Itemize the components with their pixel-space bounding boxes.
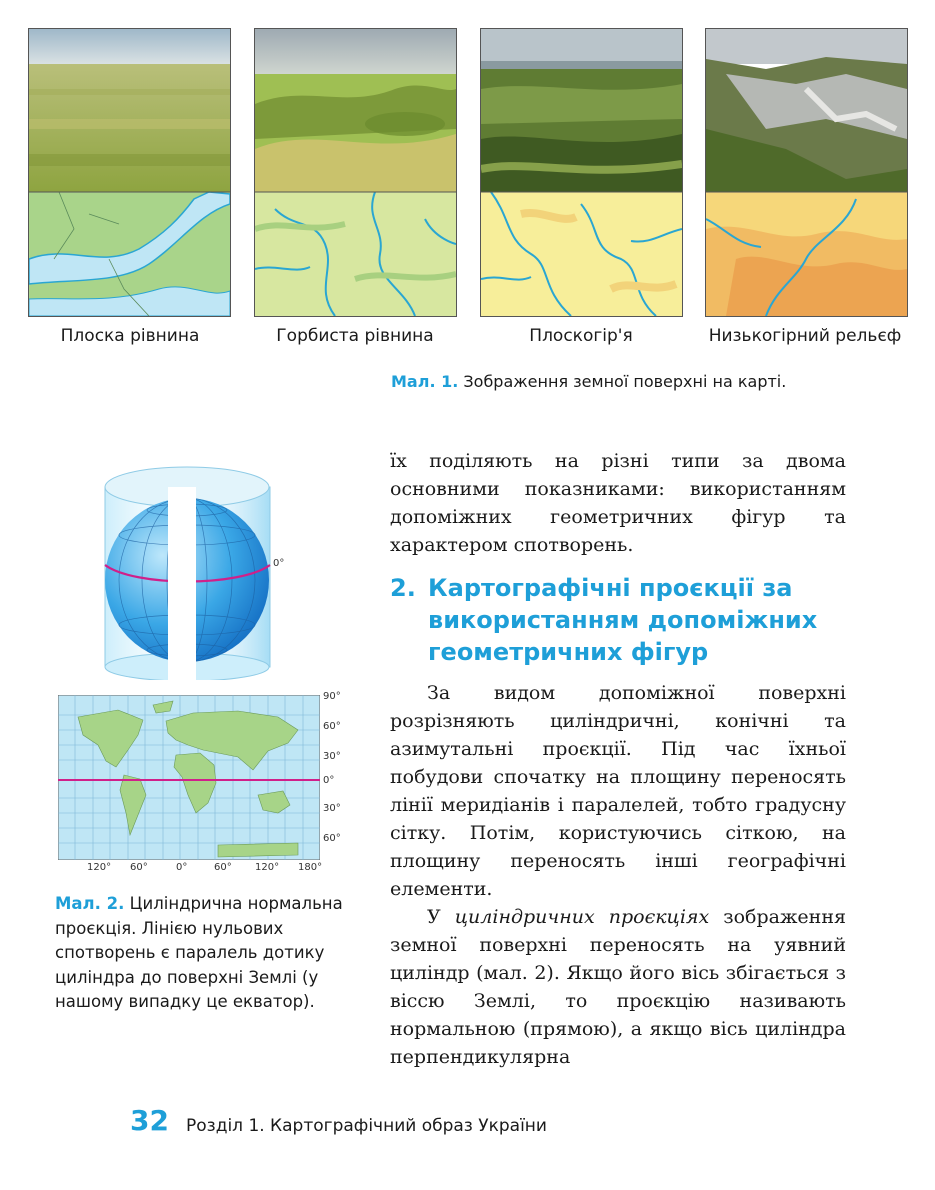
figure2-caption [55, 892, 345, 1015]
tile-plateau [480, 28, 683, 317]
caption-low-mountain: Низькогірний рельєф [708, 326, 902, 346]
low-mountain-image [706, 29, 907, 316]
lat-label-0: 0° [323, 775, 335, 786]
globe-cylinder-illustration [95, 465, 325, 680]
paragraph-1-text: їх поділяють на різні типи за двома основними показниками: використанням допоміжних геометричних фігур та характером спотворень. [390, 450, 846, 556]
lat-label-60n: 60° [323, 721, 341, 732]
figure1-label: Мал. 1. [391, 372, 459, 391]
lon-label-120w: 120° [87, 862, 112, 873]
lon-label-0: 0° [176, 862, 188, 873]
section-number: 2. [390, 574, 416, 602]
lat-label-30s: 30° [323, 803, 341, 814]
lon-label-60e: 60° [214, 862, 232, 873]
caption-plateau: Плоскогір'я [529, 326, 633, 346]
figure1-caption-text: Зображення земної поверхні на карті. [463, 372, 787, 391]
paragraph-2-text: За видом допоміжної поверхні розрізняють циліндричні, конічні та азимутальні проєкції. Під час їхньої побудови спочатку на площину переносять лінії меридіанів і паралелей, тобто градусну сітку. Потім, користуючись сіткою, на площину переносять інші географічні елементи. [390, 682, 846, 900]
paragraph-3-text [390, 903, 846, 1071]
paragraph-3-term: циліндричних проєкціях [454, 906, 710, 928]
lon-label-180: 180° [298, 862, 323, 873]
lon-label-60w: 60° [130, 862, 148, 873]
lat-label-90: 90° [323, 691, 341, 702]
page-number: 32 [130, 1104, 169, 1137]
lat-label-60s: 60° [323, 833, 341, 844]
figure2-caption-text: Циліндрична нормальна проєкція. Лінією нульових спотворень є паралель дотику циліндра до поверхні Землі (у нашому випадку це екватор). [55, 894, 343, 1011]
paragraph-3 [390, 903, 846, 1071]
paragraph-3-rest: зображення земної поверхні переносять на уявний циліндр (мал. 2). Якщо його вісь збігається з віссю Землі, то проєкцію називають нормальною (прямою), а якщо вісь циліндра перпендикулярна [390, 906, 846, 1068]
paragraph-2 [390, 679, 846, 903]
lon-label-120e: 120° [255, 862, 280, 873]
hilly-plain-image [255, 29, 456, 316]
figure1-caption [391, 372, 786, 391]
plateau-image [481, 29, 682, 316]
tile-low-mountain [705, 28, 908, 317]
paragraph-3-start: У [427, 906, 455, 928]
lat-label-30n: 30° [323, 751, 341, 762]
globe-zero-label: 0° [273, 558, 285, 569]
figure2-label: Мал. 2. [55, 894, 125, 913]
caption-flat-plain: Плоска рівнина [60, 326, 200, 346]
flat-plain-image [29, 29, 230, 316]
world-map-cylindrical [58, 695, 320, 860]
chapter-title: Розділ 1. Картографічний образ України [186, 1116, 547, 1136]
paragraph-1 [390, 447, 846, 559]
tile-hilly-plain [254, 28, 457, 317]
section-title: Картографічні проєкції за використанням допоміжних геометричних фігур [428, 574, 818, 666]
section-heading [390, 572, 830, 668]
caption-hilly-plain: Горбиста рівнина [276, 326, 434, 346]
tile-flat-plain [28, 28, 231, 317]
